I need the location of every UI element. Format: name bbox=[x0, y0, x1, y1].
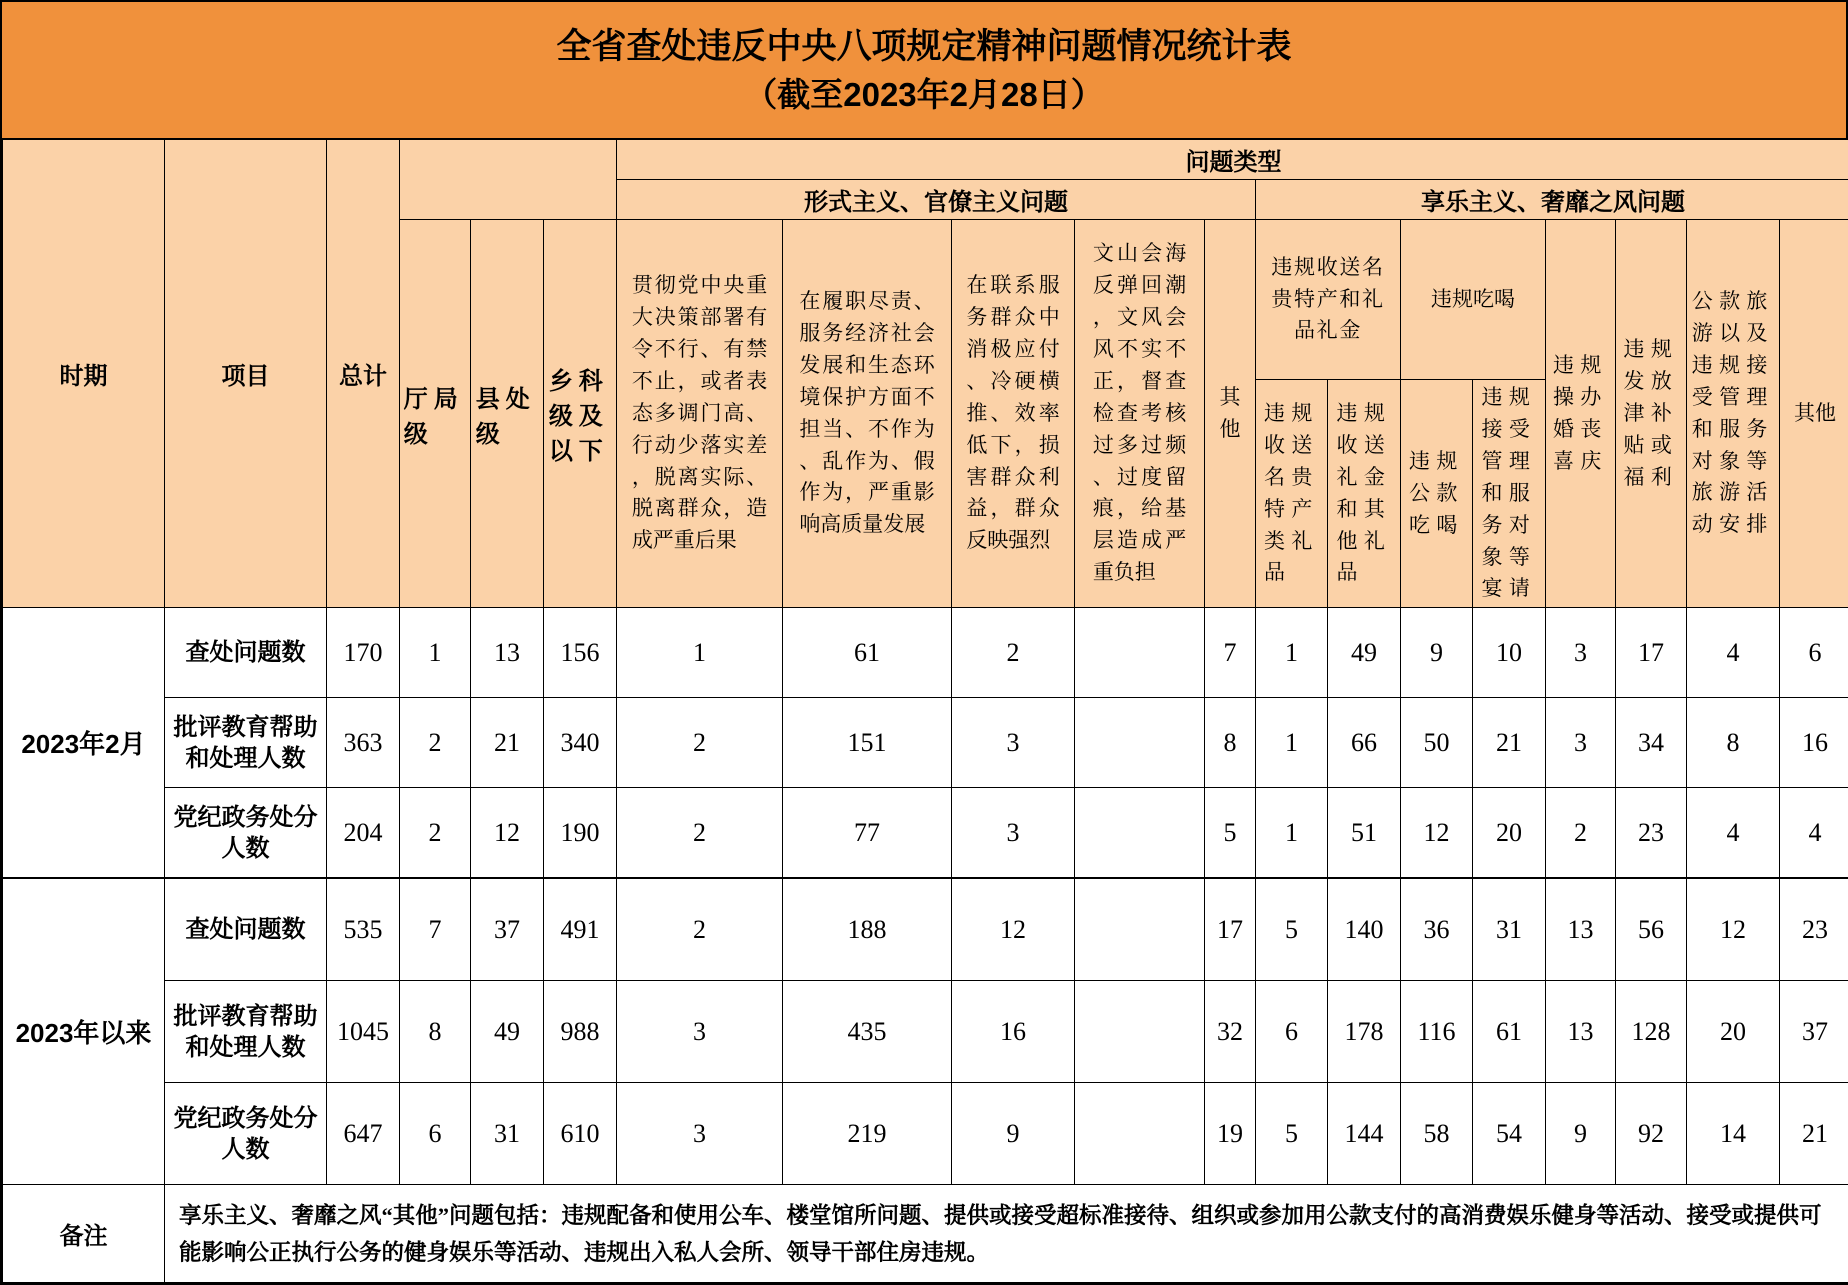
header-level-xianchu-label: 县处级 bbox=[476, 379, 538, 449]
data-cell: 6 bbox=[1780, 608, 1848, 698]
row-label: 查处问题数 bbox=[165, 608, 327, 698]
header-gift-group bbox=[1256, 220, 1401, 380]
data-cell: 8 bbox=[1687, 698, 1780, 788]
data-cell: 12 bbox=[471, 788, 544, 879]
period-label: 2023年2月 bbox=[3, 608, 165, 879]
data-cell: 140 bbox=[1328, 878, 1401, 981]
data-cell: 10 bbox=[1473, 608, 1546, 698]
table-title-line1: 全省查处违反中央八项规定精神问题情况统计表 bbox=[2, 22, 1846, 73]
header-levels-spacer bbox=[400, 140, 617, 220]
data-cell: 363 bbox=[327, 698, 400, 788]
header-wedding-col bbox=[1546, 220, 1616, 608]
remark-text: 享乐主义、奢靡之风“其他”问题包括：违规配备和使用公车、楼堂馆所问题、提供或接受超标准接待、组织或参加用公款支付的高消费娱乐健身等活动、接受或提供可能影响公正执行公务的健身娱乐等活动、违规出入私人会所、领导干部住房违规。 bbox=[165, 1185, 1848, 1283]
header-dining-group-text: 违规吃喝 bbox=[1431, 287, 1515, 311]
data-cell: 7 bbox=[1205, 608, 1256, 698]
data-cell: 128 bbox=[1616, 981, 1687, 1083]
data-cell: 6 bbox=[400, 1083, 471, 1185]
data-cell: 31 bbox=[471, 1083, 544, 1185]
data-cell: 190 bbox=[544, 788, 617, 879]
data-cell bbox=[1075, 878, 1205, 981]
data-cell: 1 bbox=[617, 608, 783, 698]
header-allowance-col-text: 违规发放津补贴或福利 bbox=[1624, 334, 1679, 494]
header-formalism-col-1-text: 贯彻党中央重大决策部署有令不行、有禁不止，或者表态多调门高、行动少落实差，脱离实际、脱离群众，造成严重后果 bbox=[632, 270, 767, 557]
data-cell: 491 bbox=[544, 878, 617, 981]
data-cell: 1 bbox=[400, 608, 471, 698]
data-cell: 435 bbox=[783, 981, 952, 1083]
header-dining-col-1-text: 违规公款吃喝 bbox=[1409, 446, 1464, 542]
data-cell: 37 bbox=[1780, 981, 1848, 1083]
header-formalism-col-3-text: 在联系服务群众中消极应付、冷硬横推、效率低下，损害群众利益，群众反映强烈 bbox=[966, 270, 1059, 557]
data-cell: 7 bbox=[400, 878, 471, 981]
statistics-table bbox=[2, 139, 1848, 1283]
header-formalism-other-text: 其他 bbox=[1216, 382, 1243, 446]
data-cell: 8 bbox=[400, 981, 471, 1083]
header-gift-col-1-text: 违规收送名贵特产类礼品 bbox=[1264, 398, 1319, 589]
data-cell: 17 bbox=[1205, 878, 1256, 981]
header-period: 时期 bbox=[3, 140, 165, 608]
data-cell: 54 bbox=[1473, 1083, 1546, 1185]
data-cell: 49 bbox=[471, 981, 544, 1083]
data-cell: 12 bbox=[1401, 788, 1473, 879]
period-label: 2023年以来 bbox=[3, 878, 165, 1185]
data-cell: 2 bbox=[617, 788, 783, 879]
header-wedding-col-text: 违规操办婚丧喜庆 bbox=[1553, 350, 1608, 478]
data-cell: 20 bbox=[1687, 981, 1780, 1083]
table-row bbox=[3, 878, 1848, 981]
header-formalism-col-1 bbox=[617, 220, 783, 608]
row-label: 党纪政务处分人数 bbox=[165, 788, 327, 879]
row-label: 查处问题数 bbox=[165, 878, 327, 981]
data-cell: 2 bbox=[617, 878, 783, 981]
data-cell: 61 bbox=[783, 608, 952, 698]
data-cell bbox=[1075, 698, 1205, 788]
data-cell: 116 bbox=[1401, 981, 1473, 1083]
data-cell: 17 bbox=[1616, 608, 1687, 698]
data-cell: 50 bbox=[1401, 698, 1473, 788]
data-cell: 16 bbox=[952, 981, 1075, 1083]
data-cell: 56 bbox=[1616, 878, 1687, 981]
header-formalism-other bbox=[1205, 220, 1256, 608]
header-gift-group-text: 违规收送名贵特产和礼品礼金 bbox=[1271, 252, 1385, 348]
data-cell: 58 bbox=[1401, 1083, 1473, 1185]
header-level-xiangke-label: 乡科级及以下 bbox=[549, 361, 611, 466]
data-cell: 188 bbox=[783, 878, 952, 981]
header-formalism-col-2-text: 在履职尽责、服务经济社会发展和生态环境保护方面不担当、不作为、乱作为、假作为，严重影响高质量发展 bbox=[799, 286, 934, 541]
data-cell: 4 bbox=[1780, 788, 1848, 879]
header-dining-col-2-text: 违规接受管理和服务对象等宴请 bbox=[1482, 382, 1537, 605]
data-cell bbox=[1075, 788, 1205, 879]
header-travel-col-text: 公款旅游以及违规接受管理和服务对象等旅游活动安排 bbox=[1692, 286, 1775, 541]
data-cell bbox=[1075, 981, 1205, 1083]
data-cell: 1 bbox=[1256, 698, 1328, 788]
row-label: 批评教育帮助和处理人数 bbox=[165, 981, 327, 1083]
data-cell: 3 bbox=[952, 788, 1075, 879]
data-cell: 12 bbox=[1687, 878, 1780, 981]
data-cell: 178 bbox=[1328, 981, 1401, 1083]
header-formalism-col-3 bbox=[952, 220, 1075, 608]
header-hedonism-other bbox=[1780, 220, 1848, 608]
header-item: 项目 bbox=[165, 140, 327, 608]
data-cell: 4 bbox=[1687, 788, 1780, 879]
data-cell: 156 bbox=[544, 608, 617, 698]
data-cell: 23 bbox=[1780, 878, 1848, 981]
data-cell: 13 bbox=[1546, 878, 1616, 981]
data-cell: 34 bbox=[1616, 698, 1687, 788]
data-cell: 21 bbox=[1473, 698, 1546, 788]
data-cell: 3 bbox=[1546, 698, 1616, 788]
header-problem-type: 问题类型 bbox=[617, 140, 1848, 180]
header-level-tingju-label: 厅局级 bbox=[404, 379, 466, 449]
data-cell: 3 bbox=[1546, 608, 1616, 698]
header-dining-col-2 bbox=[1473, 380, 1546, 608]
data-cell: 20 bbox=[1473, 788, 1546, 879]
header-level-xiangke bbox=[544, 220, 617, 608]
data-cell: 144 bbox=[1328, 1083, 1401, 1185]
data-cell: 610 bbox=[544, 1083, 617, 1185]
data-cell: 2 bbox=[952, 608, 1075, 698]
data-cell: 36 bbox=[1401, 878, 1473, 981]
data-cell: 6 bbox=[1256, 981, 1328, 1083]
data-cell: 1 bbox=[1256, 788, 1328, 879]
row-label: 党纪政务处分人数 bbox=[165, 1083, 327, 1185]
header-gift-col-2-text: 违规收送礼金和其他礼品 bbox=[1337, 398, 1392, 589]
data-cell: 16 bbox=[1780, 698, 1848, 788]
data-cell: 2 bbox=[617, 698, 783, 788]
header-formalism-col-4 bbox=[1075, 220, 1205, 608]
table-row bbox=[3, 1083, 1848, 1185]
row-label: 批评教育帮助和处理人数 bbox=[165, 698, 327, 788]
remark-row bbox=[3, 1185, 1848, 1283]
data-cell: 4 bbox=[1687, 608, 1780, 698]
data-cell: 13 bbox=[471, 608, 544, 698]
table-title bbox=[2, 2, 1846, 139]
header-row-problem-type bbox=[3, 140, 1848, 180]
data-cell: 9 bbox=[1401, 608, 1473, 698]
table-row bbox=[3, 788, 1848, 879]
data-cell: 51 bbox=[1328, 788, 1401, 879]
data-cell: 2 bbox=[400, 698, 471, 788]
header-level-xianchu bbox=[471, 220, 544, 608]
data-cell: 32 bbox=[1205, 981, 1256, 1083]
header-total: 总计 bbox=[327, 140, 400, 608]
data-cell: 988 bbox=[544, 981, 617, 1083]
data-cell: 204 bbox=[327, 788, 400, 879]
data-cell: 1045 bbox=[327, 981, 400, 1083]
data-cell: 19 bbox=[1205, 1083, 1256, 1185]
header-dining-group bbox=[1401, 220, 1546, 380]
data-cell: 5 bbox=[1256, 1083, 1328, 1185]
data-cell bbox=[1075, 608, 1205, 698]
table-row bbox=[3, 608, 1848, 698]
remark-label: 备注 bbox=[3, 1185, 165, 1283]
data-cell: 2 bbox=[400, 788, 471, 879]
data-cell: 1 bbox=[1256, 608, 1328, 698]
table-body bbox=[3, 608, 1848, 1185]
data-cell: 13 bbox=[1546, 981, 1616, 1083]
data-cell: 3 bbox=[617, 1083, 783, 1185]
data-cell: 9 bbox=[1546, 1083, 1616, 1185]
data-cell: 14 bbox=[1687, 1083, 1780, 1185]
data-cell: 49 bbox=[1328, 608, 1401, 698]
table-row bbox=[3, 698, 1848, 788]
data-cell: 12 bbox=[952, 878, 1075, 981]
header-hedonism-other-text: 其他 bbox=[1794, 401, 1836, 425]
data-cell: 5 bbox=[1205, 788, 1256, 879]
data-cell: 2 bbox=[1546, 788, 1616, 879]
data-cell: 170 bbox=[327, 608, 400, 698]
header-formalism-col-2 bbox=[783, 220, 952, 608]
data-cell bbox=[1075, 1083, 1205, 1185]
table-row bbox=[3, 981, 1848, 1083]
data-cell: 535 bbox=[327, 878, 400, 981]
data-cell: 3 bbox=[952, 698, 1075, 788]
header-travel-col bbox=[1687, 220, 1780, 608]
data-cell: 23 bbox=[1616, 788, 1687, 879]
data-cell: 151 bbox=[783, 698, 952, 788]
header-allowance-col bbox=[1616, 220, 1687, 608]
header-formalism-group: 形式主义、官僚主义问题 bbox=[617, 180, 1256, 220]
data-cell: 219 bbox=[783, 1083, 952, 1185]
header-hedonism-group: 享乐主义、奢靡之风问题 bbox=[1256, 180, 1848, 220]
header-dining-col-1 bbox=[1401, 380, 1473, 608]
data-cell: 37 bbox=[471, 878, 544, 981]
data-cell: 21 bbox=[1780, 1083, 1848, 1185]
data-cell: 647 bbox=[327, 1083, 400, 1185]
data-cell: 31 bbox=[1473, 878, 1546, 981]
header-gift-col-2 bbox=[1328, 380, 1401, 608]
data-cell: 340 bbox=[544, 698, 617, 788]
data-cell: 92 bbox=[1616, 1083, 1687, 1185]
data-cell: 61 bbox=[1473, 981, 1546, 1083]
data-cell: 21 bbox=[471, 698, 544, 788]
data-cell: 3 bbox=[617, 981, 783, 1083]
header-level-tingju bbox=[400, 220, 471, 608]
table-title-line2: （截至2023年2月28日） bbox=[2, 73, 1846, 118]
data-cell: 5 bbox=[1256, 878, 1328, 981]
data-cell: 8 bbox=[1205, 698, 1256, 788]
header-formalism-col-4-text: 文山会海反弹回潮，文风会风不实不正，督查检查考核过多过频、过度留痕，给基层造成严重负担 bbox=[1093, 238, 1186, 589]
header-gift-col-1 bbox=[1256, 380, 1328, 608]
data-cell: 77 bbox=[783, 788, 952, 879]
data-cell: 66 bbox=[1328, 698, 1401, 788]
data-cell: 9 bbox=[952, 1083, 1075, 1185]
